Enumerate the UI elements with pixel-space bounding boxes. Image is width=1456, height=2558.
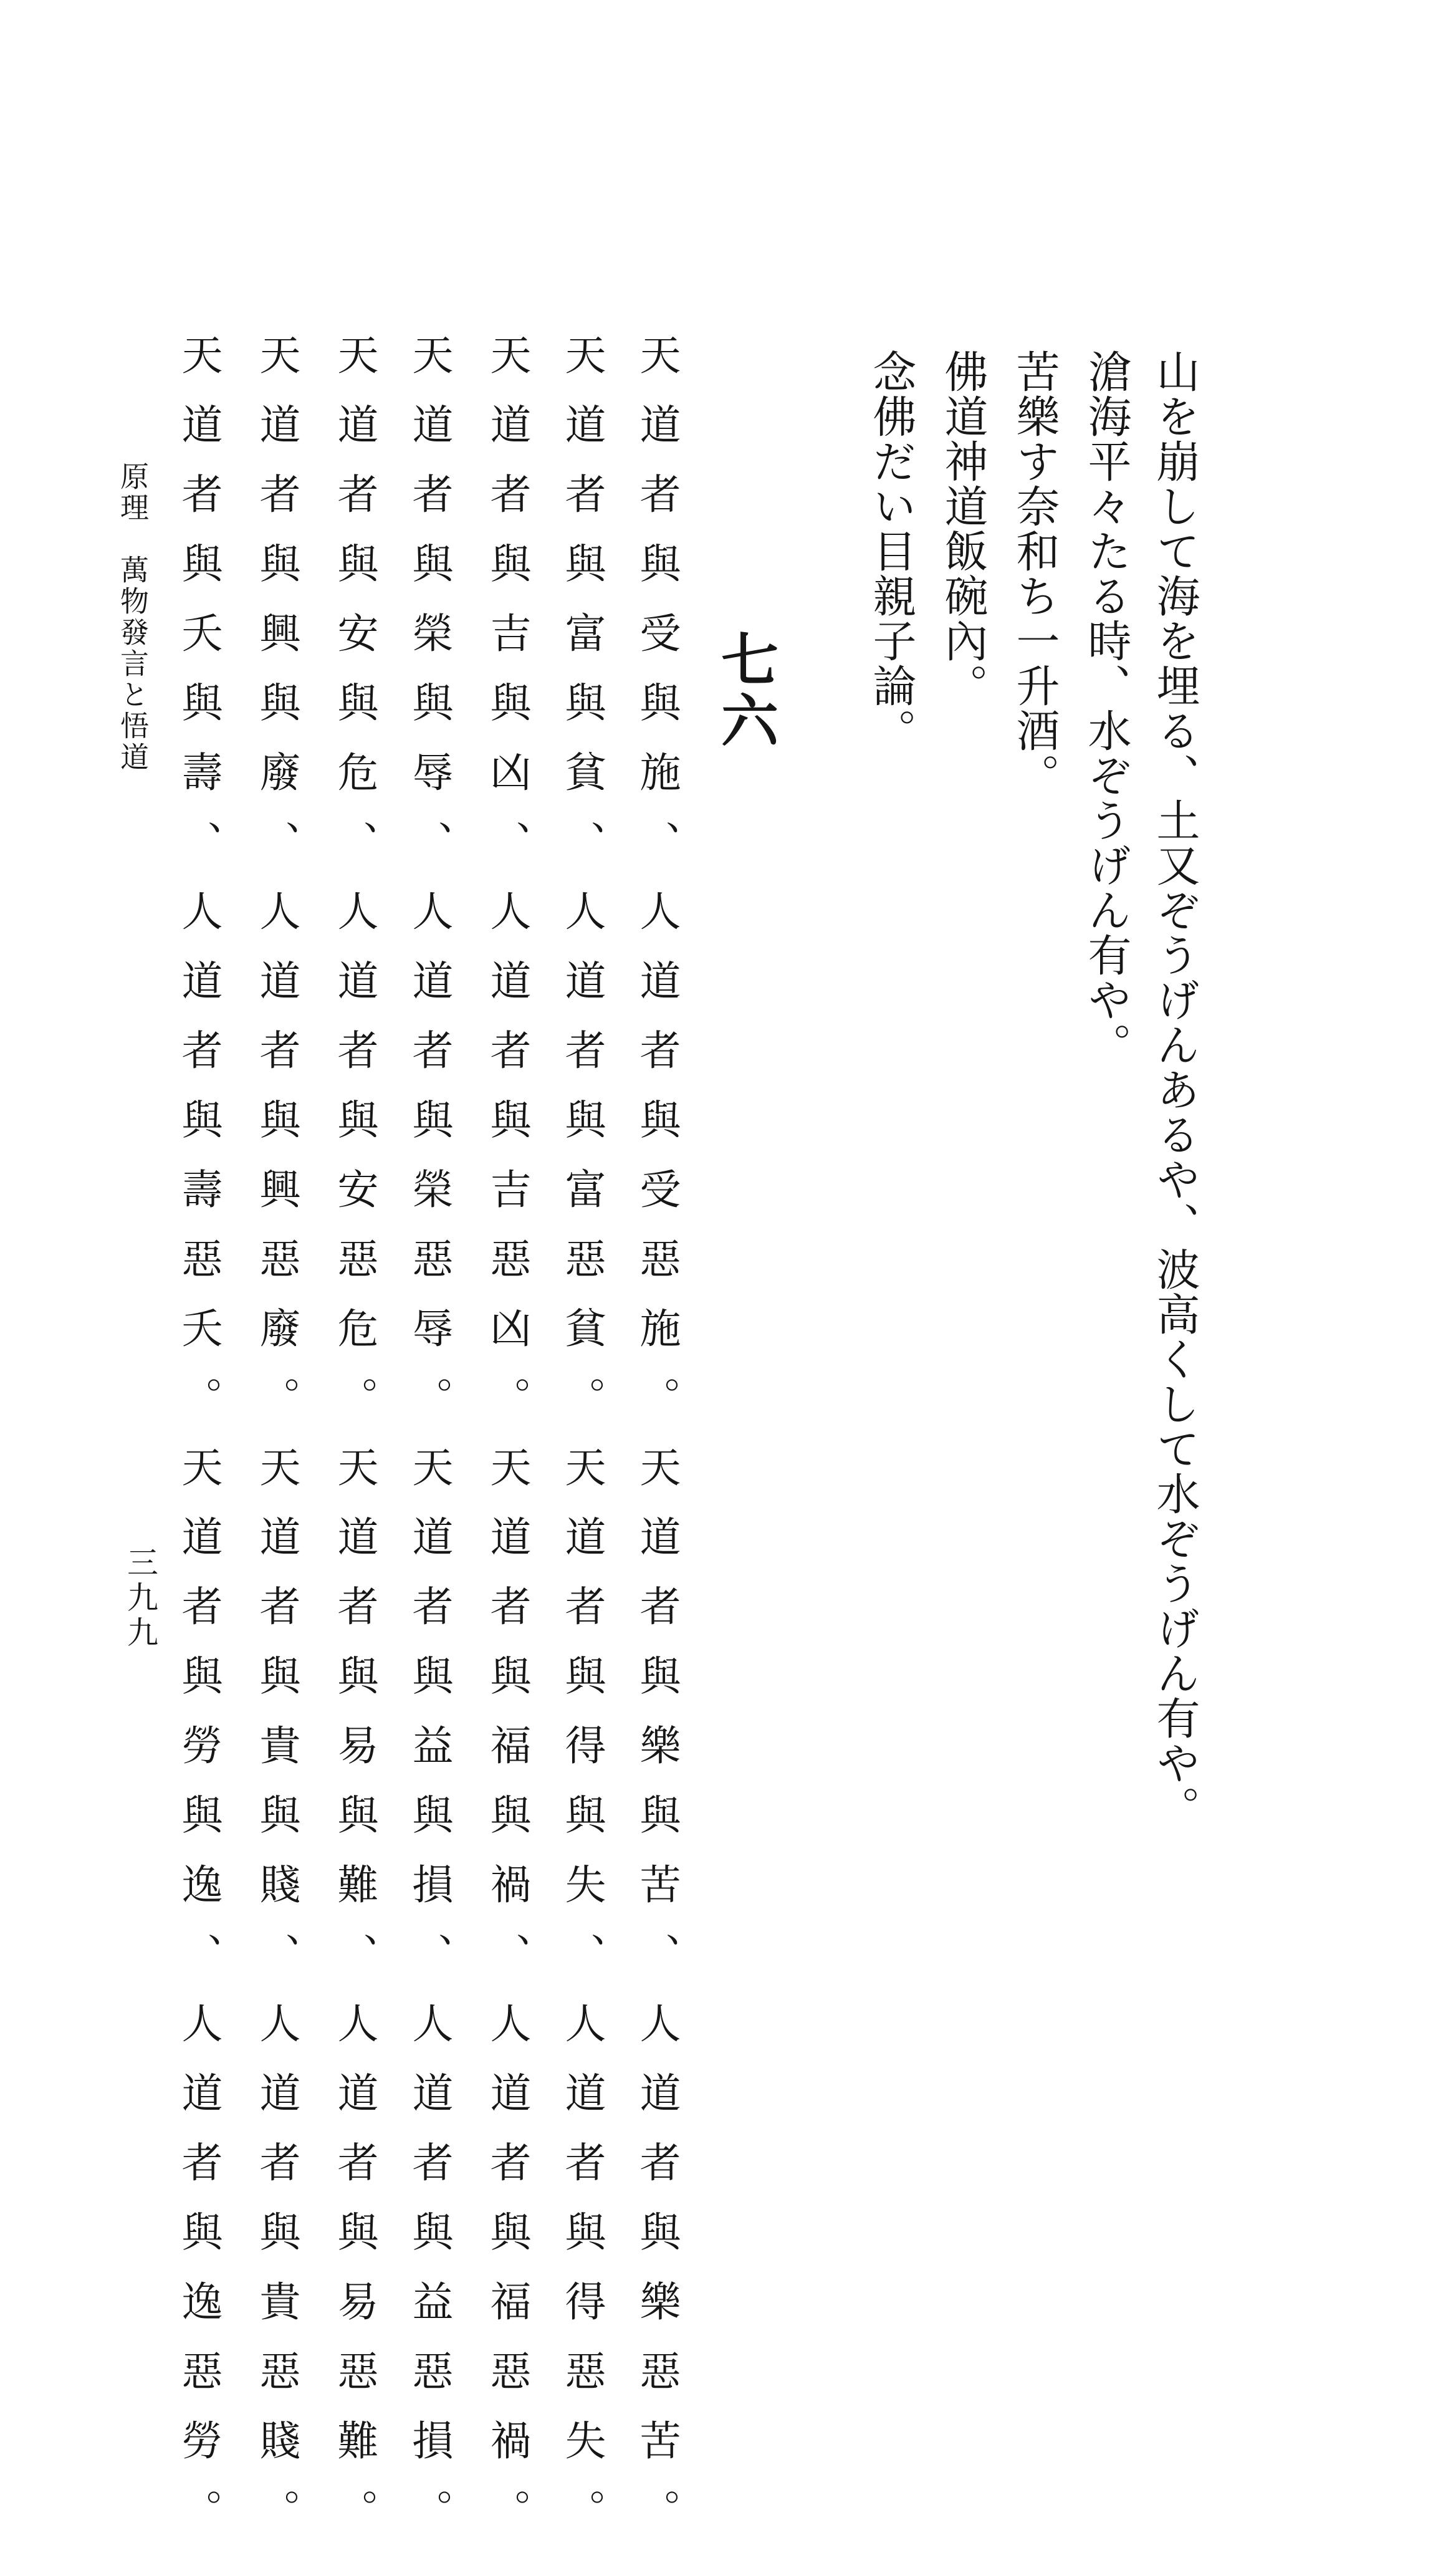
kanbun-column-4: 天道者與榮與辱、人道者與榮惡辱。天道者與益與損、人道者與益惡損。: [405, 334, 453, 2558]
kanbun-column-3: 天道者與吉與凶、人道者與吉惡凶。天道者與福與禍、人道者與福惡禍。: [483, 334, 531, 2558]
kanbun-column-7: 天道者與夭與壽、人道者與壽惡夭。天道者與勞與逸、人道者與逸惡勞。: [175, 334, 223, 2558]
running-head: 原理 萬物發言と悟道: [116, 461, 150, 773]
poem-line-2: 滄海平々たる時、水ぞうげん有や。: [1081, 349, 1132, 1067]
kanbun-column-2: 天道者與富與貧、人道者與富惡貧。天道者與得與失、人道者與得惡失。: [558, 334, 606, 2558]
poem-line-3: 苦樂す奈和ち一升酒。: [1009, 349, 1060, 798]
kanbun-column-6: 天道者與興與廢、人道者與興惡廢。天道者與貴與賤、人道者與貴惡賤。: [252, 334, 300, 2558]
kanbun-column-1: 天道者與受與施、人道者與受惡施。天道者與樂與苦、人道者與樂惡苦。: [633, 334, 681, 2558]
page-number: 三九九: [122, 1546, 158, 1651]
kanbun-column-5: 天道者與安與危、人道者與安惡危。天道者與易與難、人道者與易惡難。: [330, 334, 378, 2558]
poem-line-1: 山を崩して海を埋る、土又ぞうげんあるや、波高くして水ぞうげん有や。: [1149, 349, 1200, 1830]
poem-line-5: 念佛だい目親子論。: [866, 349, 917, 753]
poem-line-4: 佛道神道飯碗內。: [937, 349, 989, 708]
section-number: 七六: [712, 630, 779, 752]
